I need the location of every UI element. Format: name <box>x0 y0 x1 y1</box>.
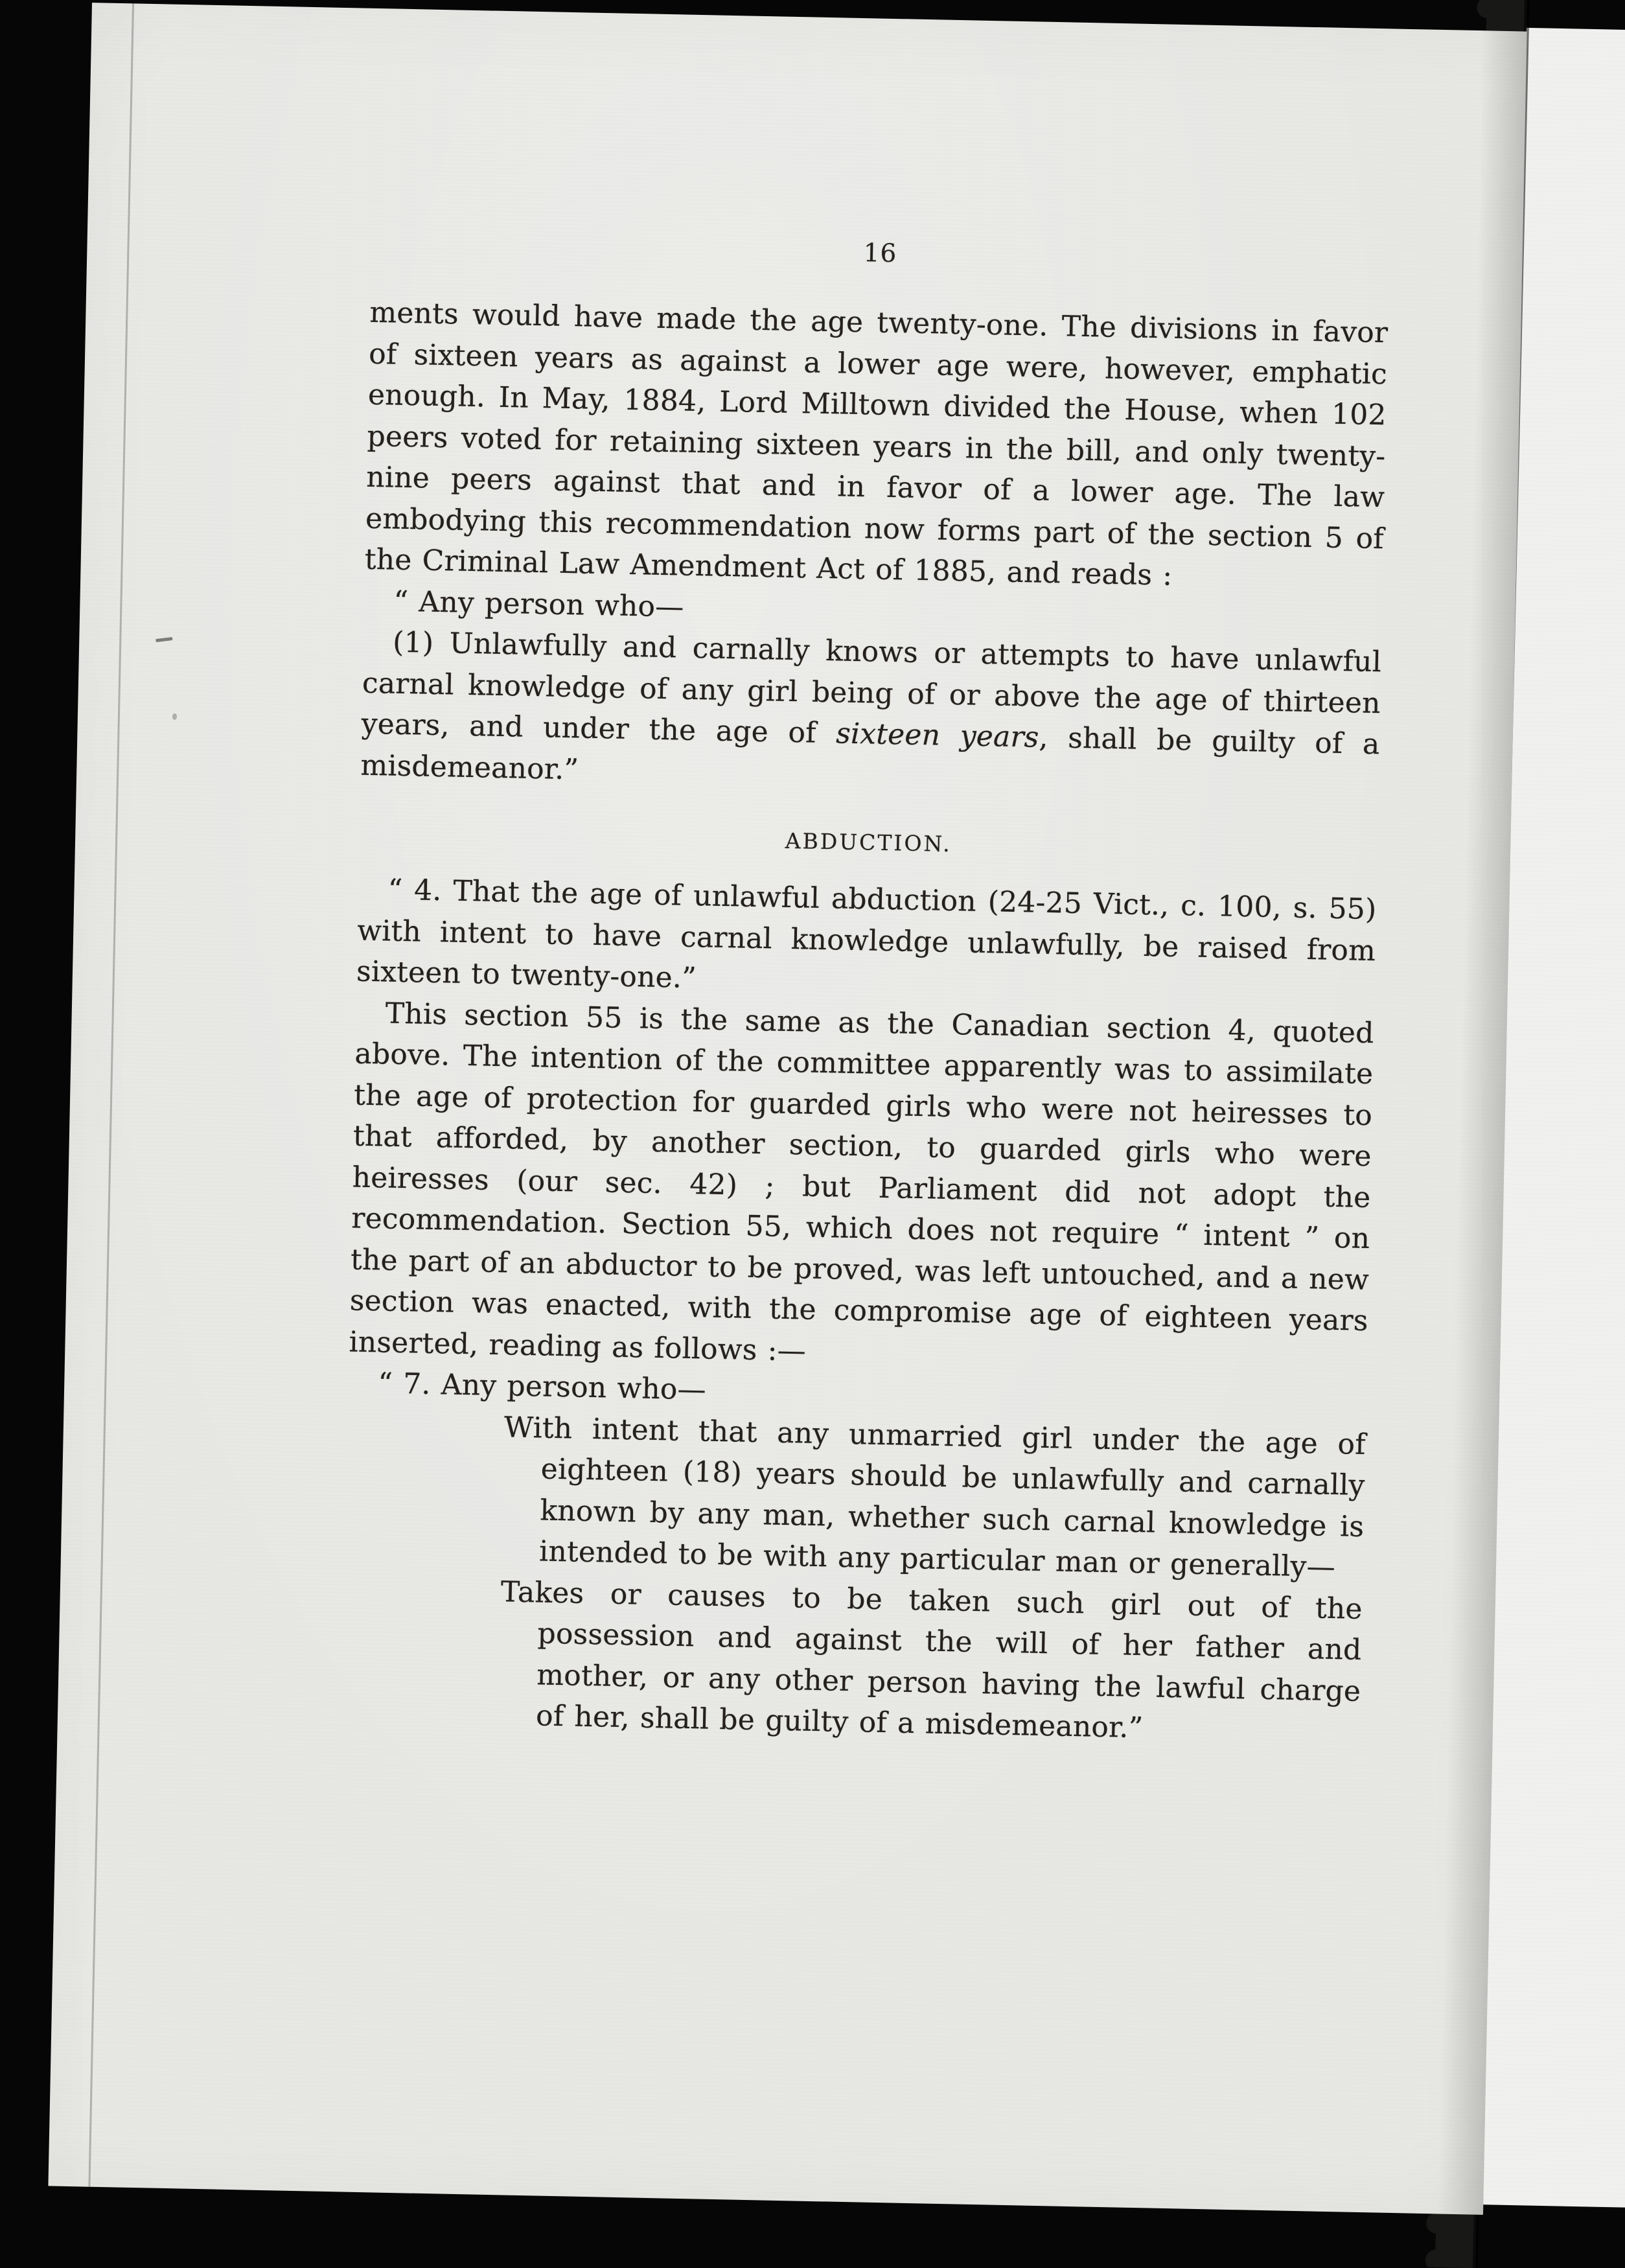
paragraph-divisions: ments would have made the age twenty-one. The divisions in favor of sixteen years as against a lower age were, however, emphatic enough. In May, 1884, Lord Milltown divided the House, when 102 peers voted for retaining sixteen years in the bill, and only twenty-nine peers against that and in favor of a lower age. The law embodying this recommendation now forms part of the section 5 of the Criminal Law Amendment Act of 1885, and reads : <box>364 295 1389 592</box>
quote-section-4: “ 4. That the age of unlawful abduction (24-25 Vict., c. 100, s. 55) with intent to have carnal knowledge unlawfully, be raised from sixteen to twenty-one.” <box>356 873 1377 995</box>
margin-speck <box>172 713 177 720</box>
margin-pencil-dash <box>156 637 172 642</box>
section-heading-abduction: ABDUCTION. <box>785 827 952 857</box>
book-page <box>48 3 1527 2215</box>
quote-any-person-intro: “ Any person who— <box>393 584 684 624</box>
quote-section-7-intro: “ 7. Any person who— <box>377 1367 707 1407</box>
paragraph-commentary: This section 55 is the same as the Canadian section 4, quoted above. The intention of the committee apparently was to assimilate the age of protection for guarded girls who were not heiresses to that afforded, by another section, to guarded girls who were heiresses (our sec. 42) ; but Parliament did not adopt the recommendation. Section 55, which does not require “ intent ” on the part of an abductor to be proved, was left untouched, and a new section was enacted, with the compromise age of eighteen years inserted, reading as follows :— <box>349 997 1375 1368</box>
page-edge-stack <box>48 3 163 2188</box>
page-number: 16 <box>863 238 897 269</box>
quote-clause-unlawfully <box>360 621 1382 806</box>
clause-italic-text: sixteen years <box>835 717 1040 754</box>
quote-with-intent-clause: With intent that any unmarried girl under the age of eighteen (18) years should be unlawfully and carnally known by any man, whether such carnal knowledge is intended to be with any particular man or generally— <box>503 1410 1366 1584</box>
clause-text-end: , shall be guilty of a misdemeanor.” <box>360 721 1380 786</box>
clause-text-start: (1) Unlawfully and carnally knows or attempts to have unlawful carnal knowledge of any girl being of or above the age of thirteen years, and under the age of <box>361 625 1382 750</box>
quote-takes-clause: Takes or causes to be taken such girl out of the possession and against the will of her father and mother, or any other person having the lawful charge of her, shall be guilty of a misdemeanor.” <box>500 1575 1363 1745</box>
page-content <box>341 229 1390 1753</box>
